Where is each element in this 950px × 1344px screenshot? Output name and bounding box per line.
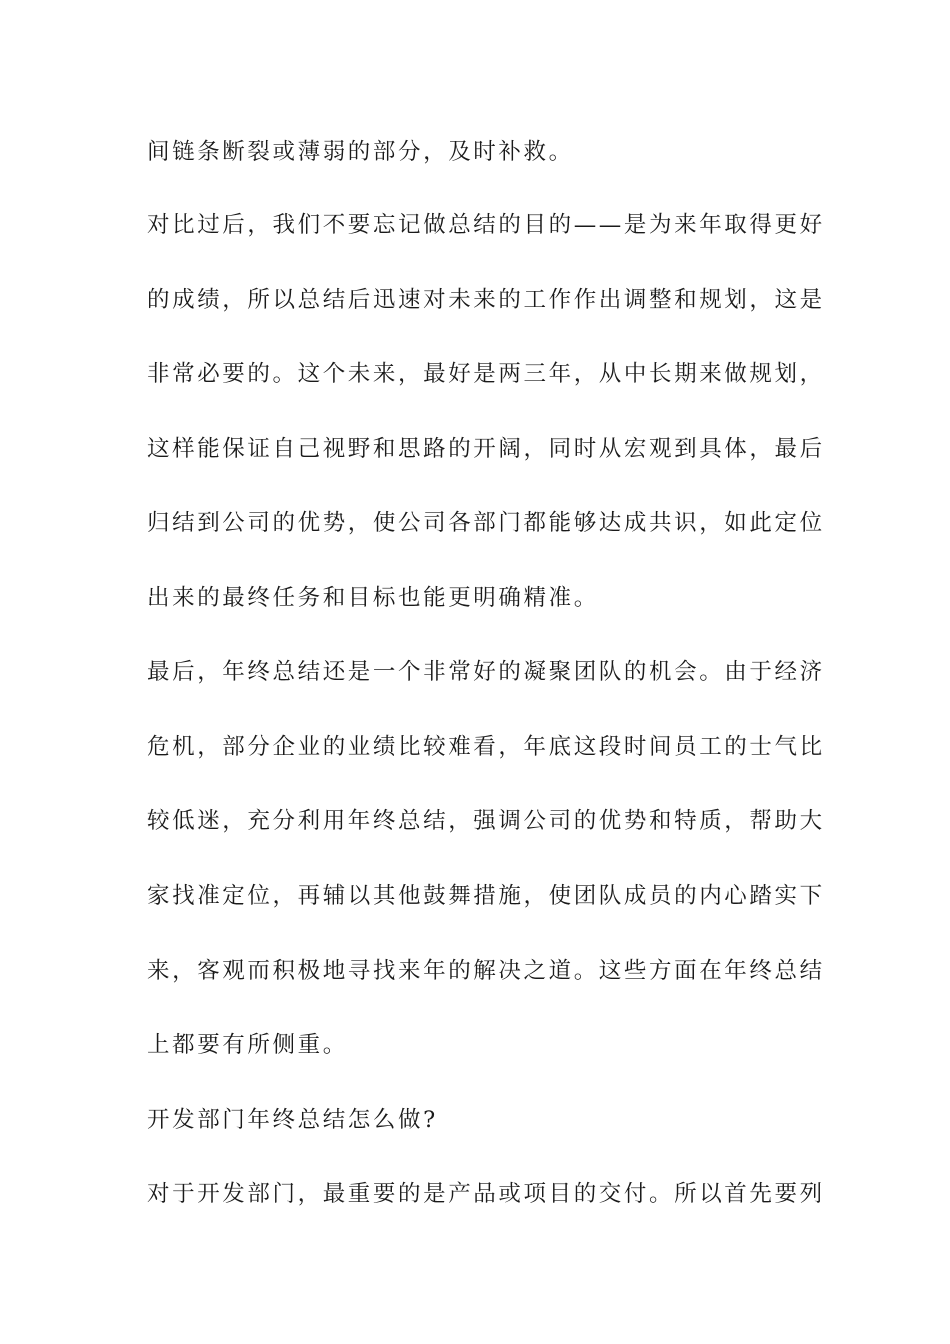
text-line-6: 归结到公司的优势，使公司各部门都能够达成共识，如此定位 [147,510,825,536]
text-line-10: 较低迷，充分利用年终总结，强调公司的优势和特质，帮助大 [147,808,825,834]
section-heading: 开发部门年终总结怎么做? [147,1107,438,1133]
text-line-4: 非常必要的。这个未来，最好是两三年，从中长期来做规划， [147,361,825,387]
text-line-9: 危机，部分企业的业绩比较难看，年底这段时间员工的士气比 [147,734,825,760]
text-line-12: 来，客观而积极地寻找来年的解决之道。这些方面在年终总结 [147,958,825,984]
text-line-7: 出来的最终任务和目标也能更明确精准。 [147,585,599,611]
text-line-15: 对于开发部门，最重要的是产品或项目的交付。所以首先要列 [147,1181,825,1207]
text-line-2: 对比过后，我们不要忘记做总结的目的——是为来年取得更好 [147,212,825,238]
text-line-13: 上都要有所侧重。 [147,1032,348,1058]
text-line-11: 家找准定位，再辅以其他鼓舞措施，使团队成员的内心踏实下 [147,883,825,909]
text-line-3: 的成绩，所以总结后迅速对未来的工作作出调整和规划，这是 [147,287,825,313]
text-line-1: 间链条断裂或薄弱的部分，及时补救。 [147,139,574,165]
text-line-5: 这样能保证自己视野和思路的开阔，同时从宏观到具体，最后 [147,436,825,462]
text-line-8: 最后，年终总结还是一个非常好的凝聚团队的机会。由于经济 [147,659,825,685]
